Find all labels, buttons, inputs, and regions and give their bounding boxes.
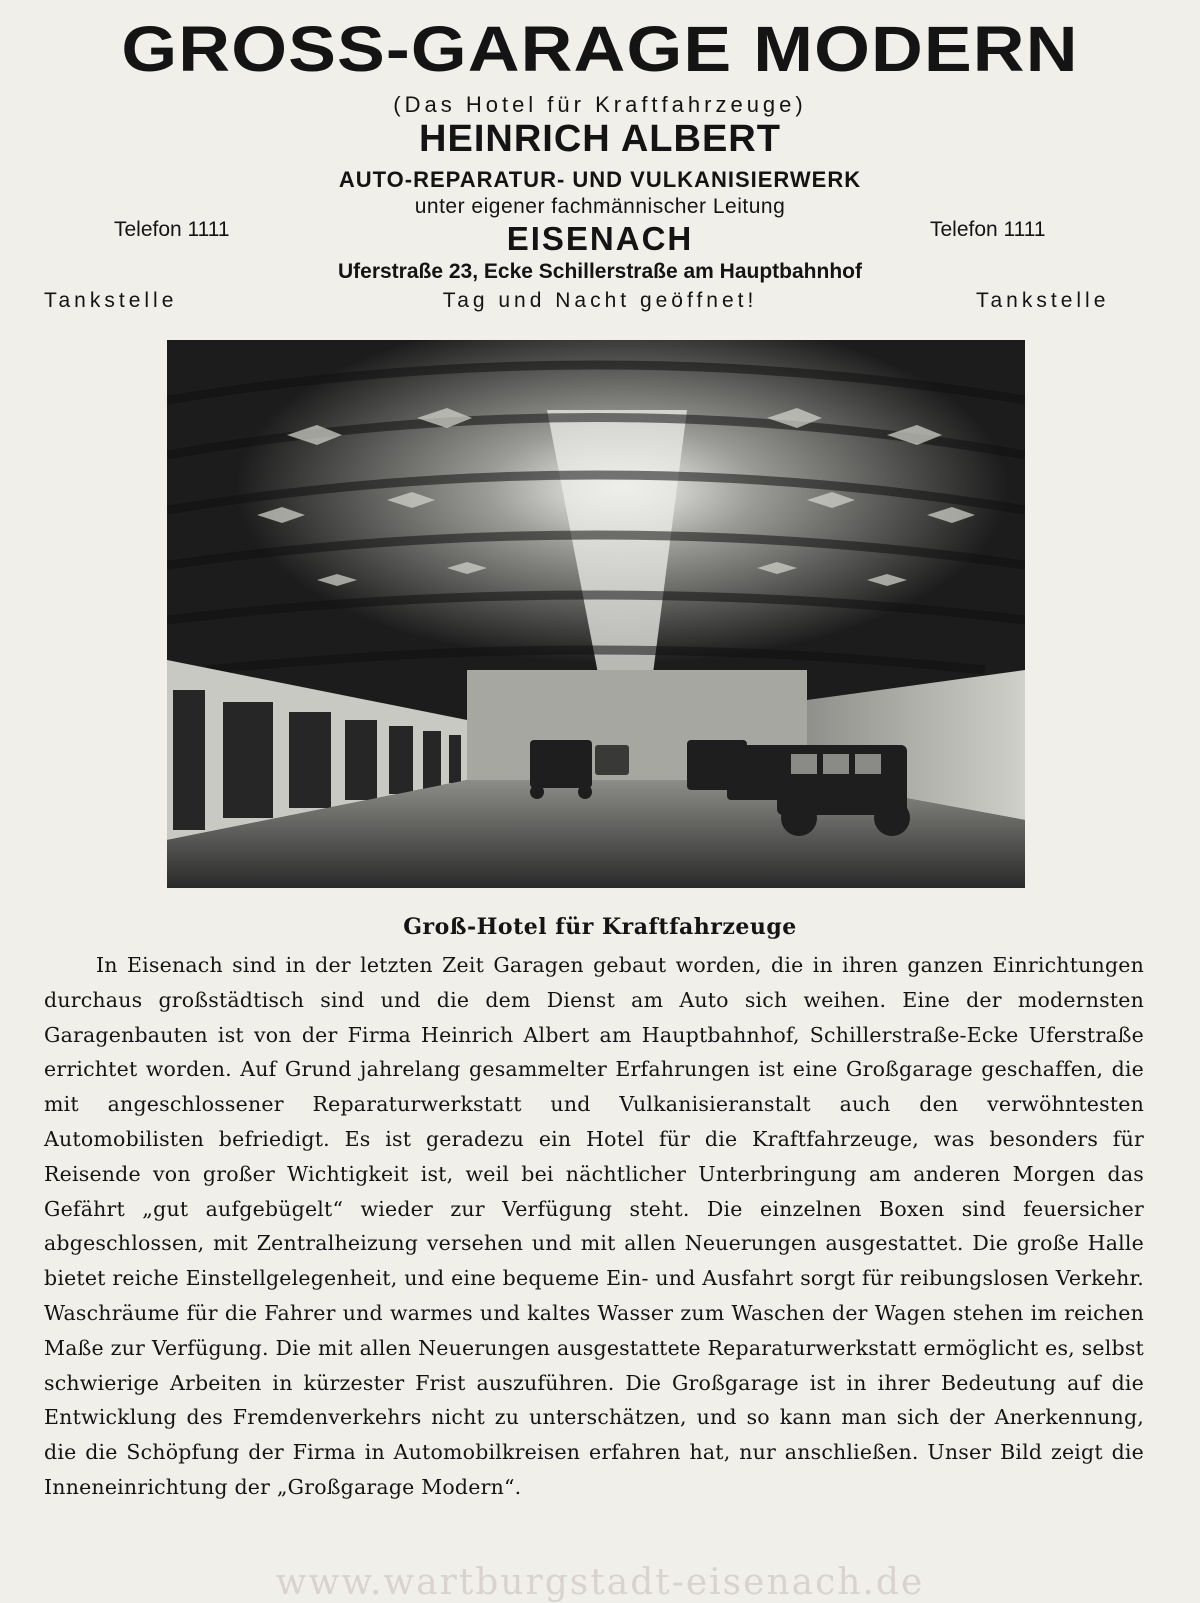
subtitle: (Das Hotel für Kraftfahrzeuge)	[393, 92, 807, 117]
article-caption: Groß-Hotel für Kraftfahrzeuge	[403, 914, 797, 940]
management-note: unter eigener fachmännischer Leitung	[414, 195, 786, 218]
article-text: In Eisenach sind in der letzten Zeit Garagen gebaut worden, die in ihren ganzen Einrichtungen durchaus großstädtisch sind und die dem Dienst am Auto sich weihen. Eine der modernsten Garagenbauten ist von der Firma Heinrich Albert am Hauptbahnhof, Schillerstraße-Ecke Uferstraße errichtet worden. Auf Grund jahrelang gesammelter Erfahrungen ist eine Großgarage geschaffen, die mit angeschlossener Reparaturwerkstatt und Vulkanisieranstalt auch den verwöhntesten Automobilisten befriedigt. Es ist geradezu ein Hotel für die Kraftfahrzeuge, was besonders für Reisende von großer Wichtigkeit ist, weil bei nächtlicher Unterbringung am anderen Morgen das Gefährt „gut aufgebügelt“ wieder zur Verfügung steht. Die einzelnen Boxen sind feuersicher abgeschlossen, mit Zentralheizung versehen und mit allen Neuerungen ausgestattet. Die große Halle bietet reiche Einstellgelegenheit, und eine bequeme Ein- und Ausfahrt sorgt für reibungslosen Verkehr. Waschräume für die Fahrer und warmes und kaltes Wasser zum Waschen der Wagen stehen im reichen Maße zur Verfügung. Die mit allen Neuerungen ausgestattete Reparaturwerkstatt ermöglicht es, selbst schwierige Arbeiten in kürzester Frist auszuführen. Die Großgarage ist in ihrer Bedeutung auf die Entwicklung des Fremdenverkehrs nicht zu unterschätzen, und so kann man sich der Anerkennung, die die Schöpfung der Firma in Automobilkreisen erfahren hat, nur anschließen. Unser Bild zeigt die Inneneinrichtung der „Großgarage Modern“.	[44, 953, 1144, 1499]
address: Uferstraße 23, Ecke Schillerstraße am Hauptbahnhof	[337, 260, 862, 283]
gas-station-right: Tankstelle	[976, 289, 1110, 312]
garage-hall-photo	[167, 340, 1025, 888]
works-description: AUTO-REPARATUR- UND VULKANISIERWERK	[338, 167, 862, 192]
gas-station-left: Tankstelle	[44, 289, 178, 312]
owner-name: HEINRICH ALBERT	[419, 118, 781, 160]
garage-hall-illustration	[167, 340, 1025, 888]
phone-right: Telefon 1111	[930, 218, 1046, 241]
phone-left: Telefon 1111	[114, 218, 230, 241]
city-name: EISENACH	[506, 220, 694, 257]
opening-hours: Tag und Nacht geöffnet!	[442, 289, 758, 312]
watermark: www.wartburgstadt-eisenach.de	[275, 1562, 925, 1603]
page-title: GROSS-GARAGE MODERN	[121, 13, 1079, 85]
